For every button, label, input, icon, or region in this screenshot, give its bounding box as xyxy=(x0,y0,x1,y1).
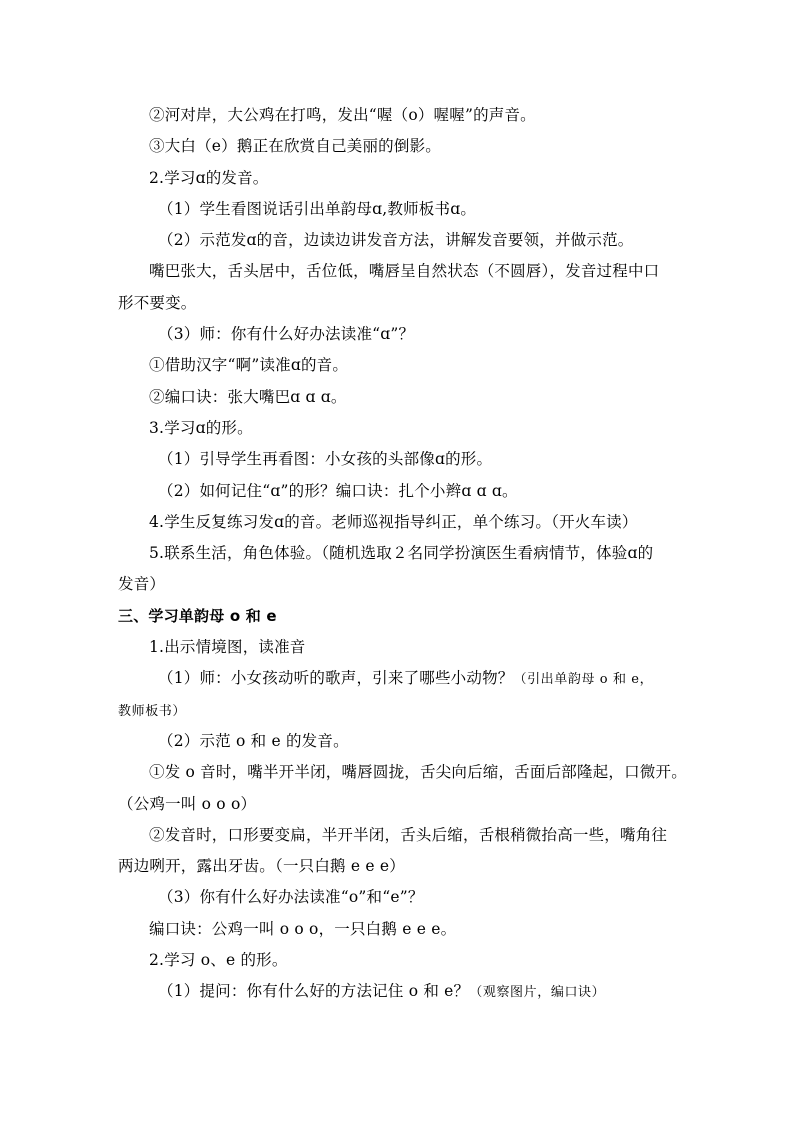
text-line: ②河对岸，大公鸡在打鸣，发出“喔（o）喔喔”的声音。 xyxy=(149,106,536,124)
text-line: （3）你有什么好办法读准“o”和“e”？ xyxy=(158,888,424,907)
text-line: ①借助汉字“啊”读准ɑ的音。 xyxy=(149,356,349,375)
text-line: 形不要变。 xyxy=(118,293,197,312)
text-line xyxy=(118,695,678,726)
text-line: （公鸡一叫 o o o） xyxy=(118,794,257,813)
text-line: （1）引导学生再看图：小女孩的头部像ɑ的形。 xyxy=(158,450,493,469)
text-line: 2.学习ɑ的发音。 xyxy=(149,168,269,187)
text-line: （2）示范 o 和 e 的发音。 xyxy=(158,731,349,750)
note-segment: （引出单韵母 o 和 e， xyxy=(513,672,654,688)
text-line: 1.出示情境图，读准音 xyxy=(149,638,306,657)
text-segment: （1）师：小女孩动听的歌声，引来了哪些小动物？ xyxy=(158,669,514,688)
text-line: （3）师：你有什么好办法读准“ɑ”？ xyxy=(158,325,415,344)
text-segment: （1）提问：你有什么好的方法记住 o 和 e？ xyxy=(158,982,470,1001)
text-line: 4.学生反复练习发ɑ的音。老师巡视指导纠正，单个练习。（开火车读） xyxy=(149,512,638,531)
document-body xyxy=(118,100,687,1008)
text-line: （1）学生看图说话引出单韵母ɑ,教师板书ɑ。 xyxy=(158,199,477,218)
text-line xyxy=(118,663,678,694)
text-line: ③大白（e）鹅正在欣赏自己美丽的倒影。 xyxy=(149,137,441,156)
text-line: （2）示范发ɑ的音，边读边讲发音方法，讲解发音要领，并做示范。 xyxy=(158,231,634,250)
text-line: 编口诀：公鸡一叫 o o o，一只白鹅 e e e。 xyxy=(149,919,457,938)
note-segment: （观察图片，编口诀） xyxy=(469,985,606,1001)
section-heading: 三、学习单韵母 o 和 e xyxy=(118,606,277,625)
text-line: 2.学习 o、e 的形。 xyxy=(149,951,288,970)
text-line: ①发 o 音时，嘴半开半闭，嘴唇圆拢，舌尖向后缩，舌面后部隆起，口微开。 xyxy=(149,763,687,782)
text-line: 发音） xyxy=(118,575,166,594)
text-line: 3.学习ɑ的形。 xyxy=(149,418,253,437)
text-line: ②发音时，口形要变扁，半开半闭，舌头后缩，舌根稍微抬高一些，嘴角往 xyxy=(149,825,668,844)
text-line: 嘴巴张大，舌头居中，舌位低，嘴唇呈自然状态（不圆唇），发音过程中口 xyxy=(149,262,660,281)
note-segment: 教师板书） xyxy=(118,703,187,719)
text-line: 两边咧开，露出牙齿。（一只白鹅 e e e） xyxy=(118,857,405,876)
text-line: ②编口诀：张大嘴巴ɑ ɑ ɑ。 xyxy=(149,387,347,406)
text-line xyxy=(118,976,678,1007)
text-line: （2）如何记住“ɑ”的形？编口诀：扎个小辫ɑ ɑ ɑ。 xyxy=(158,481,518,500)
text-line: 5.联系生活，角色体验。（随机选取２名同学扮演医生看病情节，体验ɑ的 xyxy=(149,544,654,563)
